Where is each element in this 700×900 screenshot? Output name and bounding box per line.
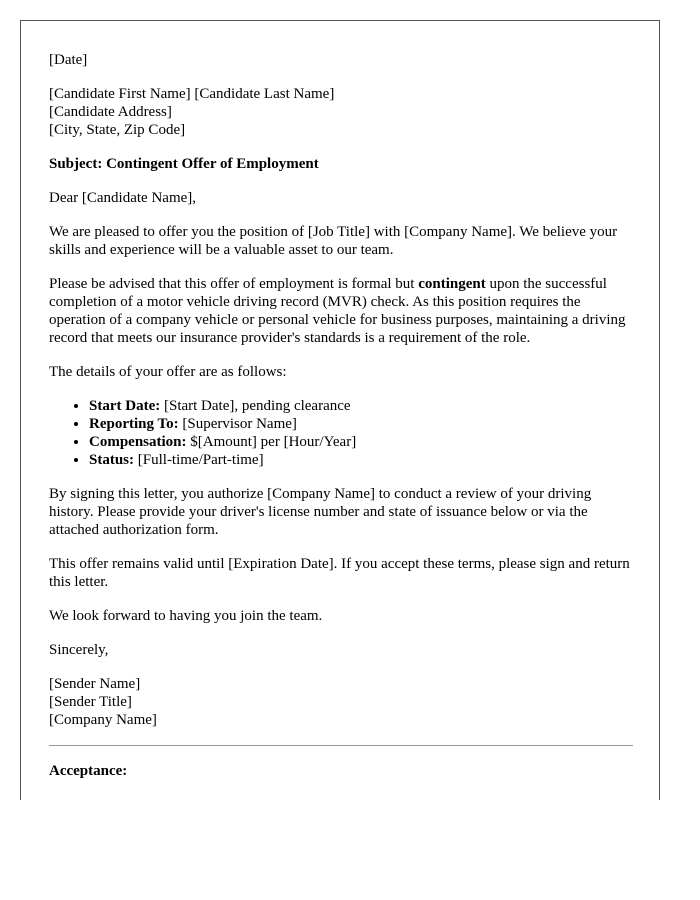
detail-start-date (89, 397, 633, 415)
detail-value: [Start Date], pending clearance (160, 398, 351, 414)
paragraph-contingent-text-2: upon the successful completion of a motor vehicle driving record (MVR) check. As this position requires the operation of a company vehicle or personal vehicle for business purposes, maintaining a driving record that meets our insurance provider's standards is a requirement of the role. (49, 276, 626, 346)
sender-company: [Company Name] (49, 712, 157, 728)
divider (49, 745, 633, 746)
detail-label: Start Date: (89, 398, 161, 414)
offer-details-list (49, 397, 633, 469)
detail-compensation (89, 433, 633, 451)
paragraph-closing-remark: We look forward to having you join the team. (49, 608, 323, 624)
recipient-city: [City, State, Zip Code] (49, 122, 186, 138)
recipient-address: [Candidate Address] (49, 104, 172, 120)
detail-value: $[Amount] per [Hour/Year] (186, 434, 357, 450)
acceptance-heading: Acceptance: (49, 763, 128, 779)
subject-line: Subject: Contingent Offer of Employment (49, 156, 319, 172)
recipient-block (49, 85, 633, 139)
sender-name: [Sender Name] (49, 676, 141, 692)
recipient-name: [Candidate First Name] [Candidate Last Name] (49, 86, 335, 102)
paragraph-validity: This offer remains valid until [Expiration Date]. If you accept these terms, please sign and return this letter. (49, 556, 630, 590)
paragraph-offer: We are pleased to offer you the position of [Job Title] with [Company Name]. We believe your skills and experience will be a valuable asset to our team. (49, 224, 618, 258)
letter-body (49, 51, 633, 796)
paragraph-contingent-text-1: Please be advised that this offer of employment is formal but (49, 276, 419, 292)
detail-reporting-to (89, 415, 633, 433)
details-intro: The details of your offer are as follows: (49, 364, 287, 380)
detail-label: Reporting To: (89, 416, 179, 432)
sender-title: [Sender Title] (49, 694, 132, 710)
detail-label: Compensation: (89, 434, 187, 450)
closing: Sincerely, (49, 642, 109, 658)
salutation: Dear [Candidate Name], (49, 190, 197, 206)
detail-label: Status: (89, 452, 135, 468)
detail-value: [Supervisor Name] (178, 416, 297, 432)
paragraph-contingent (49, 275, 633, 347)
sender-block (49, 675, 633, 729)
contingent-emphasis: contingent (418, 276, 486, 292)
letter-page (20, 20, 660, 800)
detail-value: [Full-time/Part-time] (134, 452, 264, 468)
letter-date: [Date] (49, 52, 88, 68)
paragraph-authorization: By signing this letter, you authorize [Company Name] to conduct a review of your driving history. Please provide your driver's license number and state of issuance below or via the attached authorization form. (49, 486, 592, 538)
detail-status (89, 451, 633, 469)
